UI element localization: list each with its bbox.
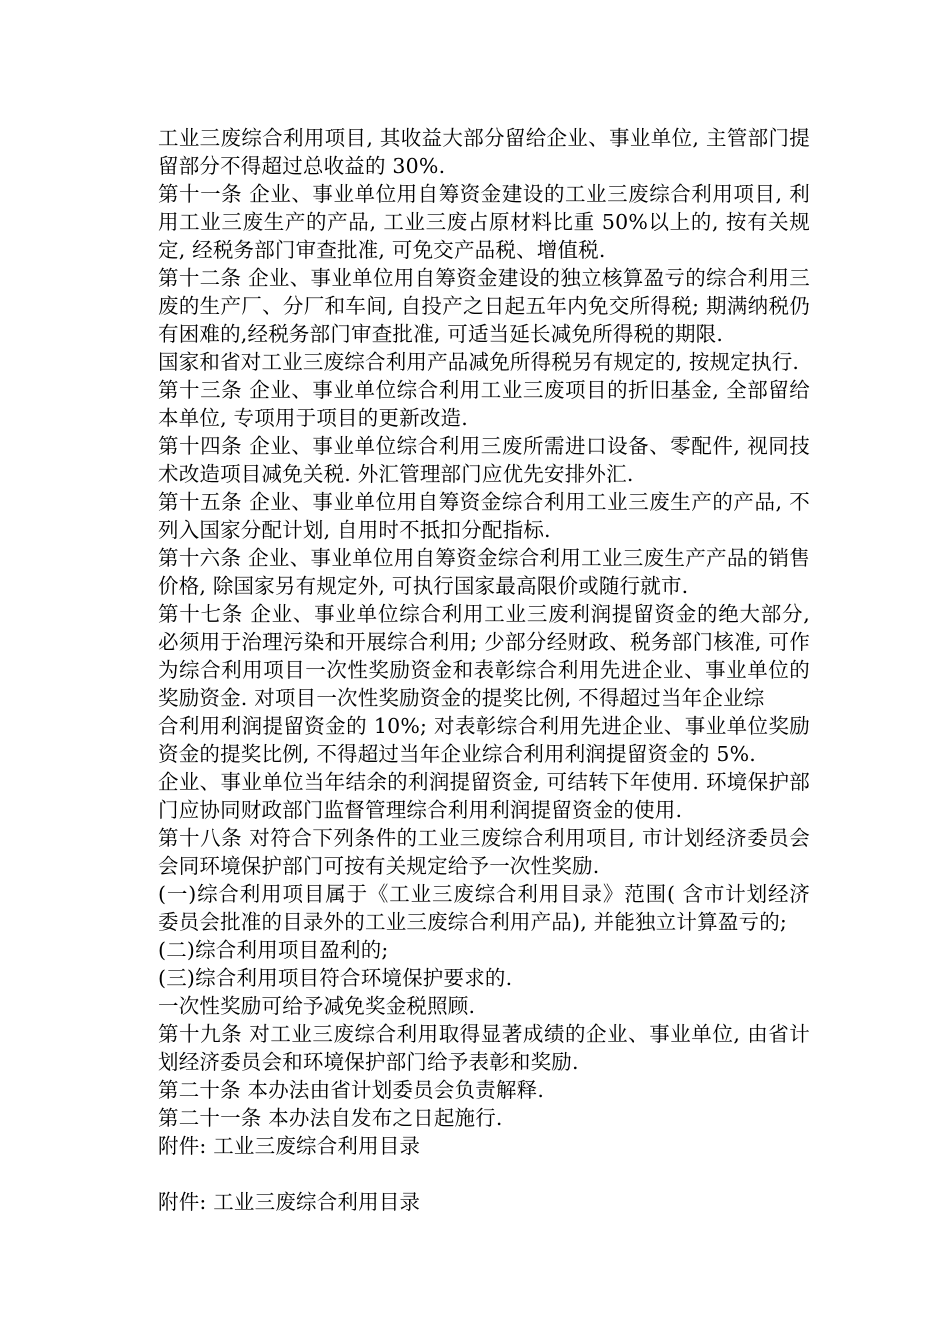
article-21-paragraph: 第二十一条 本办法自发布之日起施行. — [158, 1106, 503, 1130]
article-15-paragraph: 第十五条 企业、事业单位用自筹资金综合利用工业三废生产的产品, 不列入国家分配计划, 自用时不抵扣分配指标. — [158, 490, 810, 542]
article-18-paragraph: 第十八条 对符合下列条件的工业三废综合利用项目, 市计划经济委员会会同环境保护部门可按有关规定给予一次性奖励. — [158, 826, 810, 878]
appendix-title: 附件: 工业三废综合利用目录 — [158, 1190, 421, 1214]
blank-line — [158, 1160, 810, 1188]
article-17-paragraph: 第十七条 企业、事业单位综合利用工业三废利润提留资金的绝大部分, 必须用于治理污染和开展综合利用; 少部分经财政、税务部门核准, 可作为综合利用项目一次性奖励资金和表彰综合利用先进企业、事业单位的奖励资金. 对项目一次性奖励资金的提奖比例, 不得超过当年企业综 — [158, 602, 810, 710]
paragraph: 工业三废综合利用项目, 其收益大部分留给企业、事业单位, 主管部门提留部分不得超过总收益的 30%. — [158, 126, 810, 178]
appendix-reference: 附件: 工业三废综合利用目录 — [158, 1134, 421, 1158]
paragraph: 一次性奖励可给予减免奖金税照顾. — [158, 994, 476, 1018]
condition-item: (一)综合利用项目属于《工业三废综合利用目录》范围( 含市计划经济委员会批准的目录外的工业三废综合利用产品), 并能独立计算盈亏的; — [158, 882, 810, 934]
article-12-paragraph: 第十二条 企业、事业单位用自筹资金建设的独立核算盈亏的综合利用三废的生产厂、分厂和车间, 自投产之日起五年内免交所得税; 期满纳税仍有困难的,经税务部门审查批准, 可适当延长减免所得税的期限. — [158, 266, 810, 346]
paragraph: 企业、事业单位当年结余的利润提留资金, 可结转下年使用. 环境保护部门应协同财政部门监督管理综合利用利润提留资金的使用. — [158, 770, 810, 822]
article-13-paragraph: 第十三条 企业、事业单位综合利用工业三废项目的折旧基金, 全部留给本单位, 专项用于项目的更新改造. — [158, 378, 810, 430]
article-20-paragraph: 第二十条 本办法由省计划委员会负责解释. — [158, 1078, 545, 1102]
document-body — [158, 124, 810, 1216]
condition-item: (三)综合利用项目符合环境保护要求的. — [158, 966, 513, 990]
article-16-paragraph: 第十六条 企业、事业单位用自筹资金综合利用工业三废生产产品的销售价格, 除国家另有规定外, 可执行国家最高限价或随行就市. — [158, 546, 810, 598]
article-19-paragraph: 第十九条 对工业三废综合利用取得显著成绩的企业、事业单位, 由省计划经济委员会和环境保护部门给予表彰和奖励. — [158, 1022, 810, 1074]
condition-item: (二)综合利用项目盈利的; — [158, 938, 389, 962]
article-14-paragraph: 第十四条 企业、事业单位综合利用三废所需进口设备、零配件, 视同技术改造项目减免关税. 外汇管理部门应优先安排外汇. — [158, 434, 810, 486]
article-11-paragraph: 第十一条 企业、事业单位用自筹资金建设的工业三废综合利用项目, 利用工业三废生产的产品, 工业三废占原材料比重 50%以上的, 按有关规定, 经税务部门审查批准, 可免交产品税、增值税. — [158, 182, 810, 262]
paragraph: 合利用利润提留资金的 10%; 对表彰综合利用先进企业、事业单位奖励资金的提奖比例, 不得超过当年企业综合利用利润提留资金的 5%. — [158, 714, 810, 766]
paragraph: 国家和省对工业三废综合利用产品减免所得税另有规定的, 按规定执行. — [158, 350, 800, 374]
